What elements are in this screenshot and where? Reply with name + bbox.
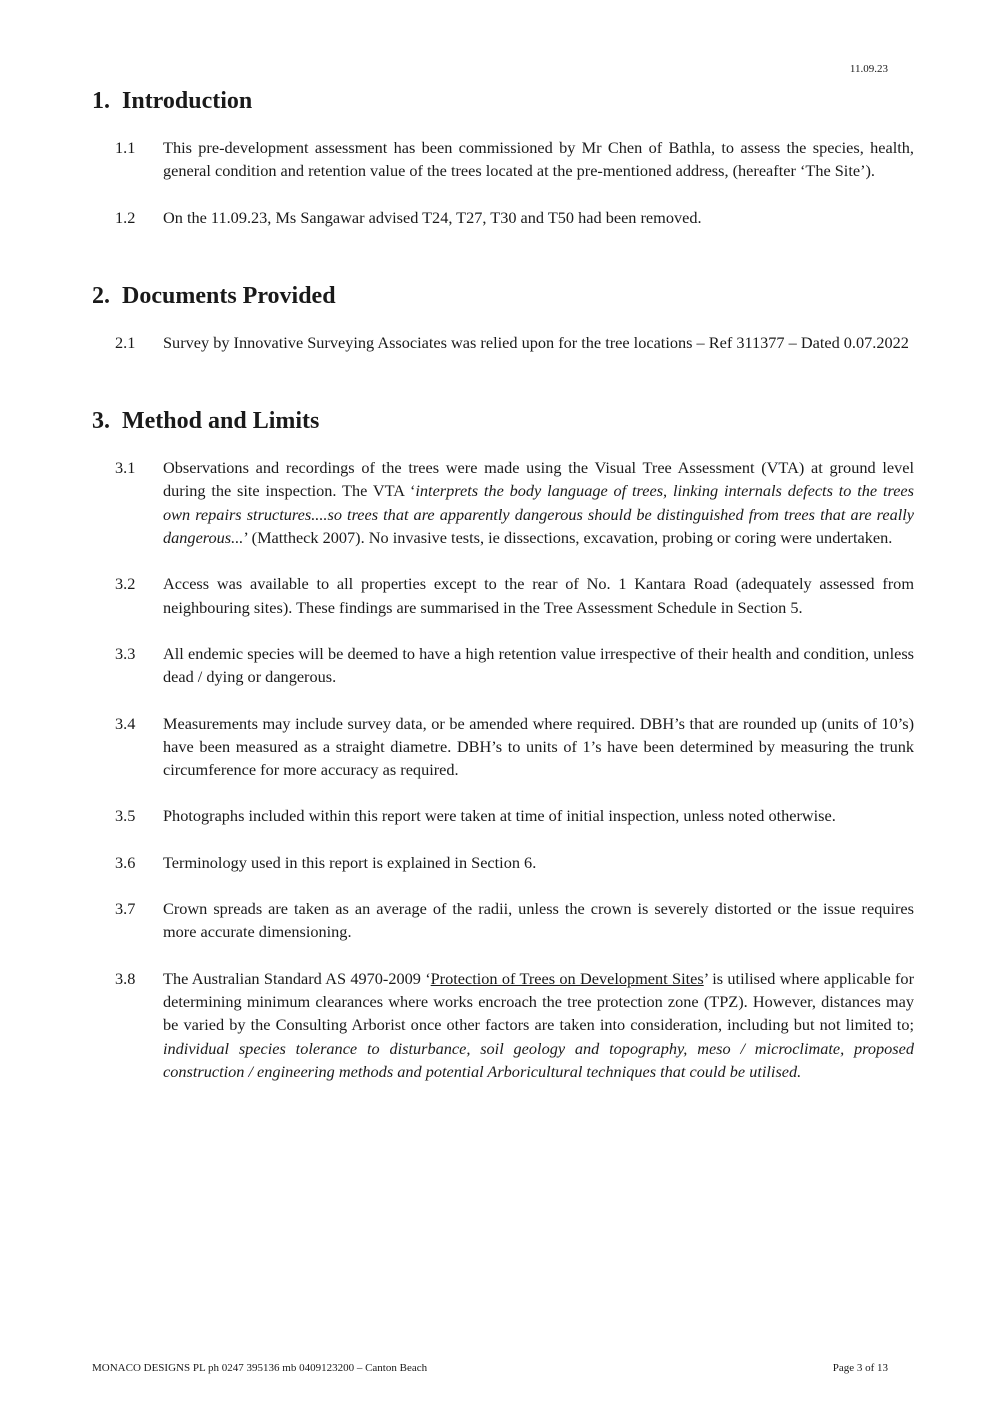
- section-heading: 1. Introduction: [92, 88, 253, 114]
- page-footer: [92, 1362, 888, 1374]
- paragraph-3-6: [92, 851, 914, 874]
- paragraph-number: 3.1: [115, 458, 136, 478]
- section-heading: 3. Method and Limits: [92, 408, 320, 435]
- paragraph-number: 3.7: [115, 899, 136, 919]
- paragraph-3-5: [92, 804, 914, 827]
- paragraph-number: 1.2: [115, 207, 136, 227]
- paragraph-text: Measurements may include survey data, or be amended where required. DBH’s that are rounded up (units of 10’s) have been measured as a straight diametre. DBH’s to units of 1’s have been determined by measuring the trunk circumference for more accuracy as required.: [163, 713, 914, 780]
- paragraph-number: 3.3: [115, 643, 136, 663]
- footer-company: MONACO DESIGNS PL ph 0247 395136 mb 0409123200 – Canton Beach: [92, 1362, 428, 1374]
- paragraph-text: Crown spreads are taken as an average of the radii, unless the crown is severely distorted or the issue requires more accurate dimensioning.: [163, 899, 914, 942]
- paragraph-text: On the 11.09.23, Ms Sangawar advised T24, T27, T30 and T50 had been removed.: [163, 207, 702, 227]
- standard-title: Protection of Trees on Development Sites: [430, 968, 704, 988]
- paragraph-text: The Australian Standard AS 4970-2009 ‘Protection of Trees on Development Sites’ is utilised where applicable for determining minimum clearances where works encroach the tree protection zone (TPZ). However, distances may be varied by the Consulting Arborist once other factors are taken into consideration, including but not limited to; individual species tolerance to disturbance, soil geology and topography, meso / microclimate, proposed construction / engineering methods and potential Arboricultural techniques that could be utilised.: [163, 968, 914, 1081]
- paragraph-3-4: [92, 712, 914, 782]
- paragraph-text: This pre-development assessment has been commissioned by Mr Chen of Bathla, to assess the species, health, general condition and retention value of the trees located at the pre-mentioned address, (hereafter ‘The Site’).: [163, 138, 914, 181]
- paragraph-3-3: [92, 642, 914, 689]
- header-date: 11.09.23: [849, 63, 888, 75]
- paragraph-1-2: [92, 206, 914, 229]
- paragraph-3-1: [92, 456, 914, 549]
- paragraph-number: 3.2: [115, 574, 136, 594]
- section-documents-provided: [92, 279, 914, 354]
- paragraph-number: 3.8: [115, 968, 136, 988]
- section-heading: 2. Documents Provided: [92, 282, 336, 309]
- vta-quote: interprets the body language of trees, linking internals defects to the trees own repairs structures....so trees that are apparently dangerous should be distinguished from trees that are really dangerous...: [163, 481, 914, 548]
- paragraph-text: Observations and recordings of the trees were made using the Visual Tree Assessment (VTA) at ground level during the site inspection. The VTA ‘interprets the body language of trees, linking internals defects to the trees own repairs structures....so trees that are apparently dangerous should be distinguished from trees that are really dangerous...’ (Mattheck 2007). No invasive tests, ie dissections, excavation, probing or coring were undertaken.: [163, 458, 914, 548]
- paragraph-3-7: [92, 897, 914, 944]
- paragraph-number: 3.4: [115, 713, 136, 733]
- paragraph-text: Terminology used in this report is explained in Section 6.: [163, 852, 537, 872]
- section-method-and-limits: [92, 404, 914, 1083]
- paragraph-number: 3.5: [115, 806, 136, 826]
- paragraph-text: All endemic species will be deemed to have a high retention value irrespective of their health and condition, unless dead / dying or dangerous.: [163, 643, 914, 687]
- paragraph-3-8: [92, 967, 914, 1083]
- factors-list: individual species tolerance to disturbance, soil geology and topography, meso / microclimate, proposed construction / engineering methods and potential Arboricultural techniques that could be utilised.: [163, 1038, 914, 1081]
- paragraph-3-2: [92, 572, 914, 619]
- footer-page-number: Page 3 of 13: [832, 1362, 888, 1374]
- paragraph-1-1: [92, 136, 914, 183]
- page-content: [92, 84, 914, 1109]
- paragraph-number: 1.1: [115, 138, 136, 157]
- paragraph-text: Survey by Innovative Surveying Associates was relied upon for the tree locations – Ref 311377 – Dated 0.07.2022: [163, 332, 909, 352]
- paragraph-text: Access was available to all properties except to the rear of No. 1 Kantara Road (adequately assessed from neighbouring sites). These findings are summarised in the Tree Assessment Schedule in Section 5.: [163, 574, 914, 617]
- paragraph-2-1: [92, 331, 914, 354]
- section-introduction: [92, 84, 914, 229]
- paragraph-number: 2.1: [115, 332, 136, 352]
- paragraph-number: 3.6: [115, 852, 136, 872]
- paragraph-text: Photographs included within this report were taken at time of initial inspection, unless noted otherwise.: [163, 806, 836, 826]
